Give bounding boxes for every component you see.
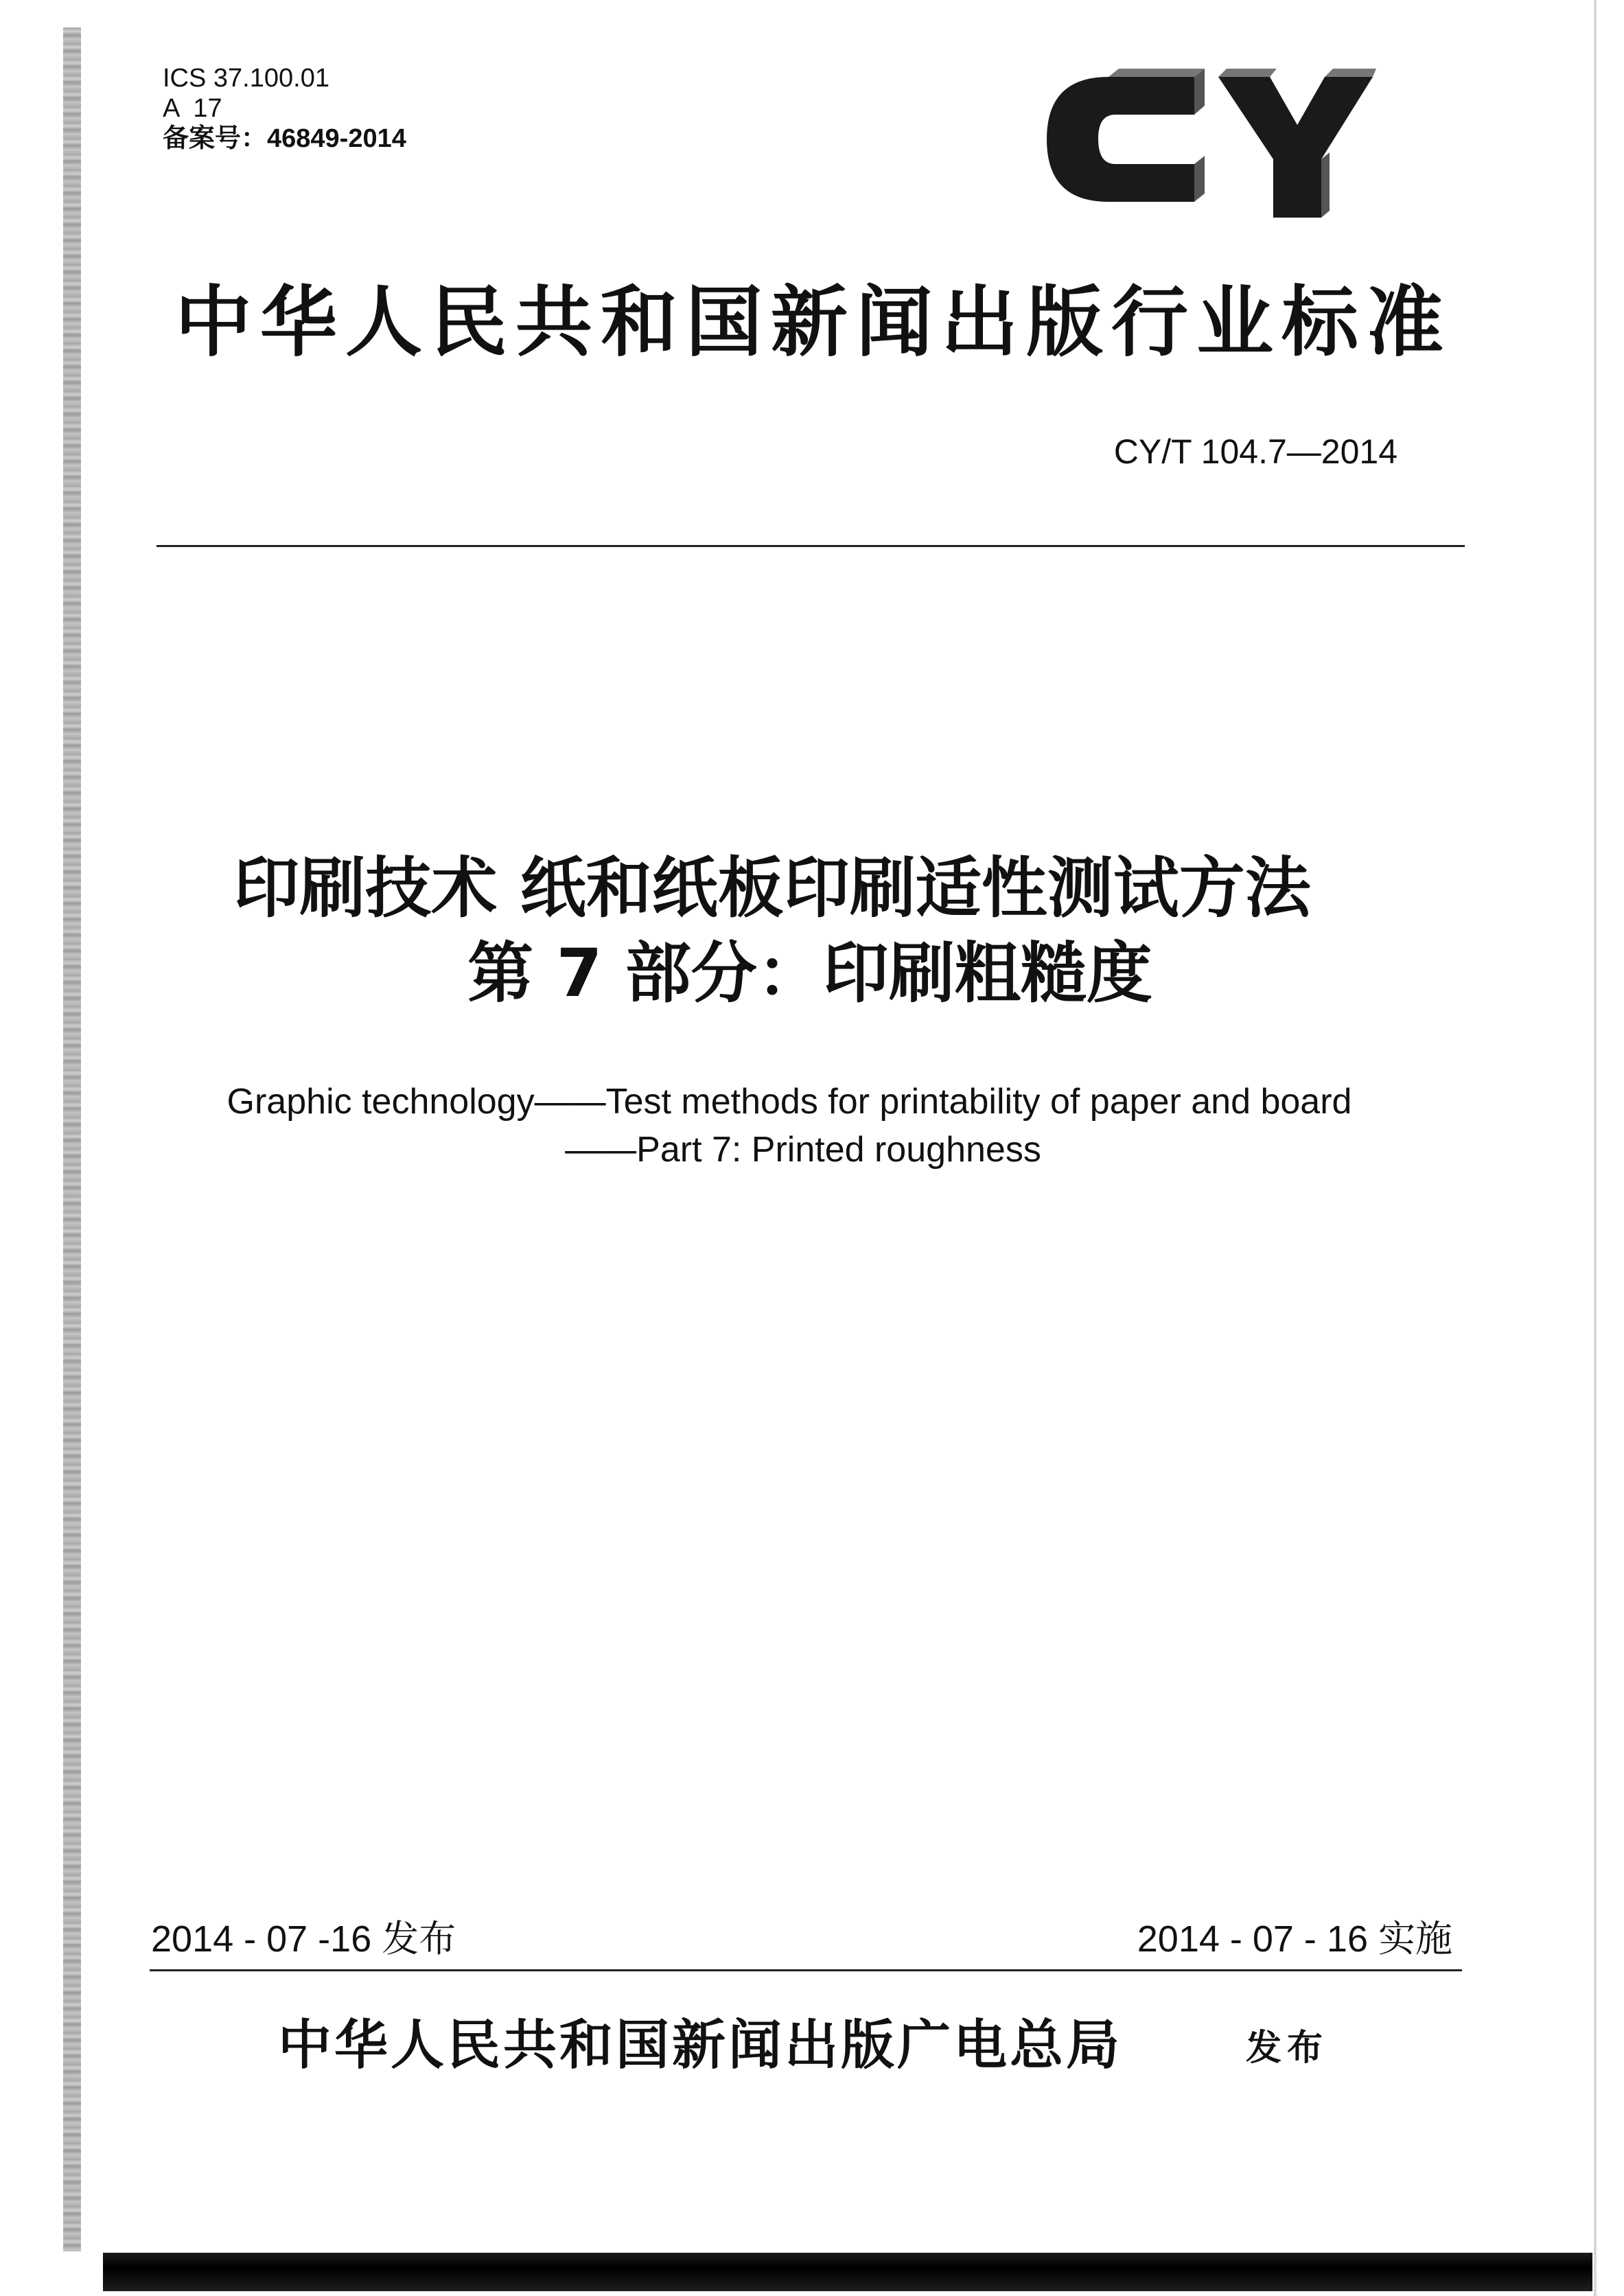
filing-number: 备案号：46849-2014: [163, 124, 406, 153]
org-title: 中华人民共和国新闻出版行业标准: [175, 278, 1452, 367]
scan-edge-left: [63, 27, 81, 2251]
cy-logo: [1033, 49, 1376, 229]
ccs-code: A 17: [163, 94, 222, 123]
chinese-title: [137, 846, 1469, 1016]
standard-number: CY/T 104.7—2014: [1113, 432, 1397, 471]
implementation-date: 2014 - 07 - 16 实施: [1137, 1918, 1452, 1960]
english-title-line-1: Graphic technology——Test methods for printability of paper and board: [227, 1082, 1352, 1122]
classification-block: [163, 63, 406, 154]
ics-code: ICS 37.100.01: [163, 64, 329, 93]
header-divider: [156, 545, 1465, 547]
logo-letter-y: [1218, 77, 1373, 218]
chinese-title-line-1: 印刷技术 纸和纸板印刷适性测试方法: [233, 850, 1311, 927]
issuing-authority: 中华人民共和国新闻出版广电总局: [278, 2014, 1123, 2076]
issue-action: 发布: [1246, 2027, 1329, 2069]
issue-date: 2014 - 07 -16 发布: [151, 1918, 456, 1960]
english-title: [137, 1078, 1469, 1174]
english-title-line-2: ——Part 7: Printed roughness: [565, 1130, 1041, 1170]
scan-edge-right: [1594, 0, 1597, 2296]
logo-letter-c: [1047, 77, 1194, 202]
scan-edge-bottom: [103, 2253, 1592, 2291]
chinese-title-line-2: 第 7 部分：印刷粗糙度: [467, 935, 1152, 1012]
footer-divider: [150, 1969, 1462, 1971]
